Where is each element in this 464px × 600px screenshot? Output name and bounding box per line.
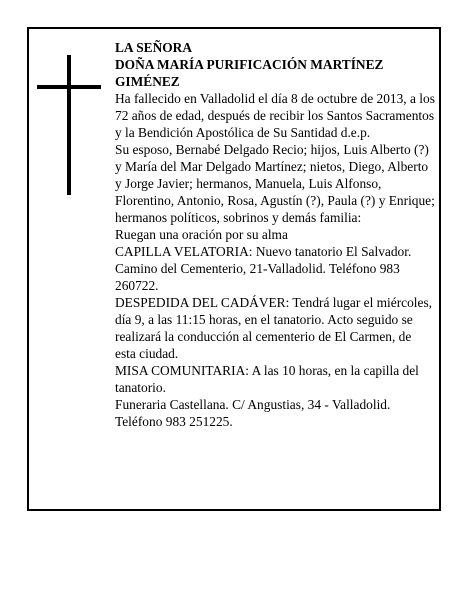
mass-info: MISA COMUNITARIA: A las 10 horas, en la capilla del tanatorio. xyxy=(115,363,419,395)
cross-icon xyxy=(67,55,71,195)
family-list: Su esposo, Bernabé Delgado Recio; hijos, Luis Alberto (?) y María del Mar Delgado Martínez; nietos, Diego, Alberto y Jorge Javier; hermanos, Manuela, Luis Alfonso, Florentino, Antonio, Rosa, Agustín (?), Paula (?) y Enrique; hermanos políticos, sobrinos y demás familia: xyxy=(115,142,435,225)
prayer-request: Ruegan una oración por su alma xyxy=(115,227,288,242)
notice-text xyxy=(115,39,435,430)
farewell-info: DESPEDIDA DEL CADÁVER: Tendrá lugar el miércoles, día 9, a las 11:15 horas, en el tanatorio. Acto seguido se realizará la conducción al cementerio de El Carmen, de esta ciudad. xyxy=(115,295,433,361)
funeral-home-info: Funeraria Castellana. C/ Angustias, 34 - Valladolid. Teléfono 983 251225. xyxy=(115,397,391,429)
notice-title-line1: LA SEÑORA xyxy=(115,40,193,55)
deceased-name: DOÑA MARÍA PURIFICACIÓN MARTÍNEZ GIMÉNEZ xyxy=(115,57,384,89)
obituary-notice xyxy=(27,27,441,511)
death-announcement: Ha fallecido en Valladolid el día 8 de octubre de 2013, a los 72 años de edad, después de recibir los Santos Sacramentos y la Bendición Apostólica de Su Santidad d.e.p. xyxy=(115,91,435,140)
cross-icon-bar xyxy=(37,85,101,89)
wake-chapel-info: CAPILLA VELATORIA: Nuevo tanatorio El Salvador. Camino del Cementerio, 21-Valladolid. Teléfono 983 260722. xyxy=(115,244,412,293)
